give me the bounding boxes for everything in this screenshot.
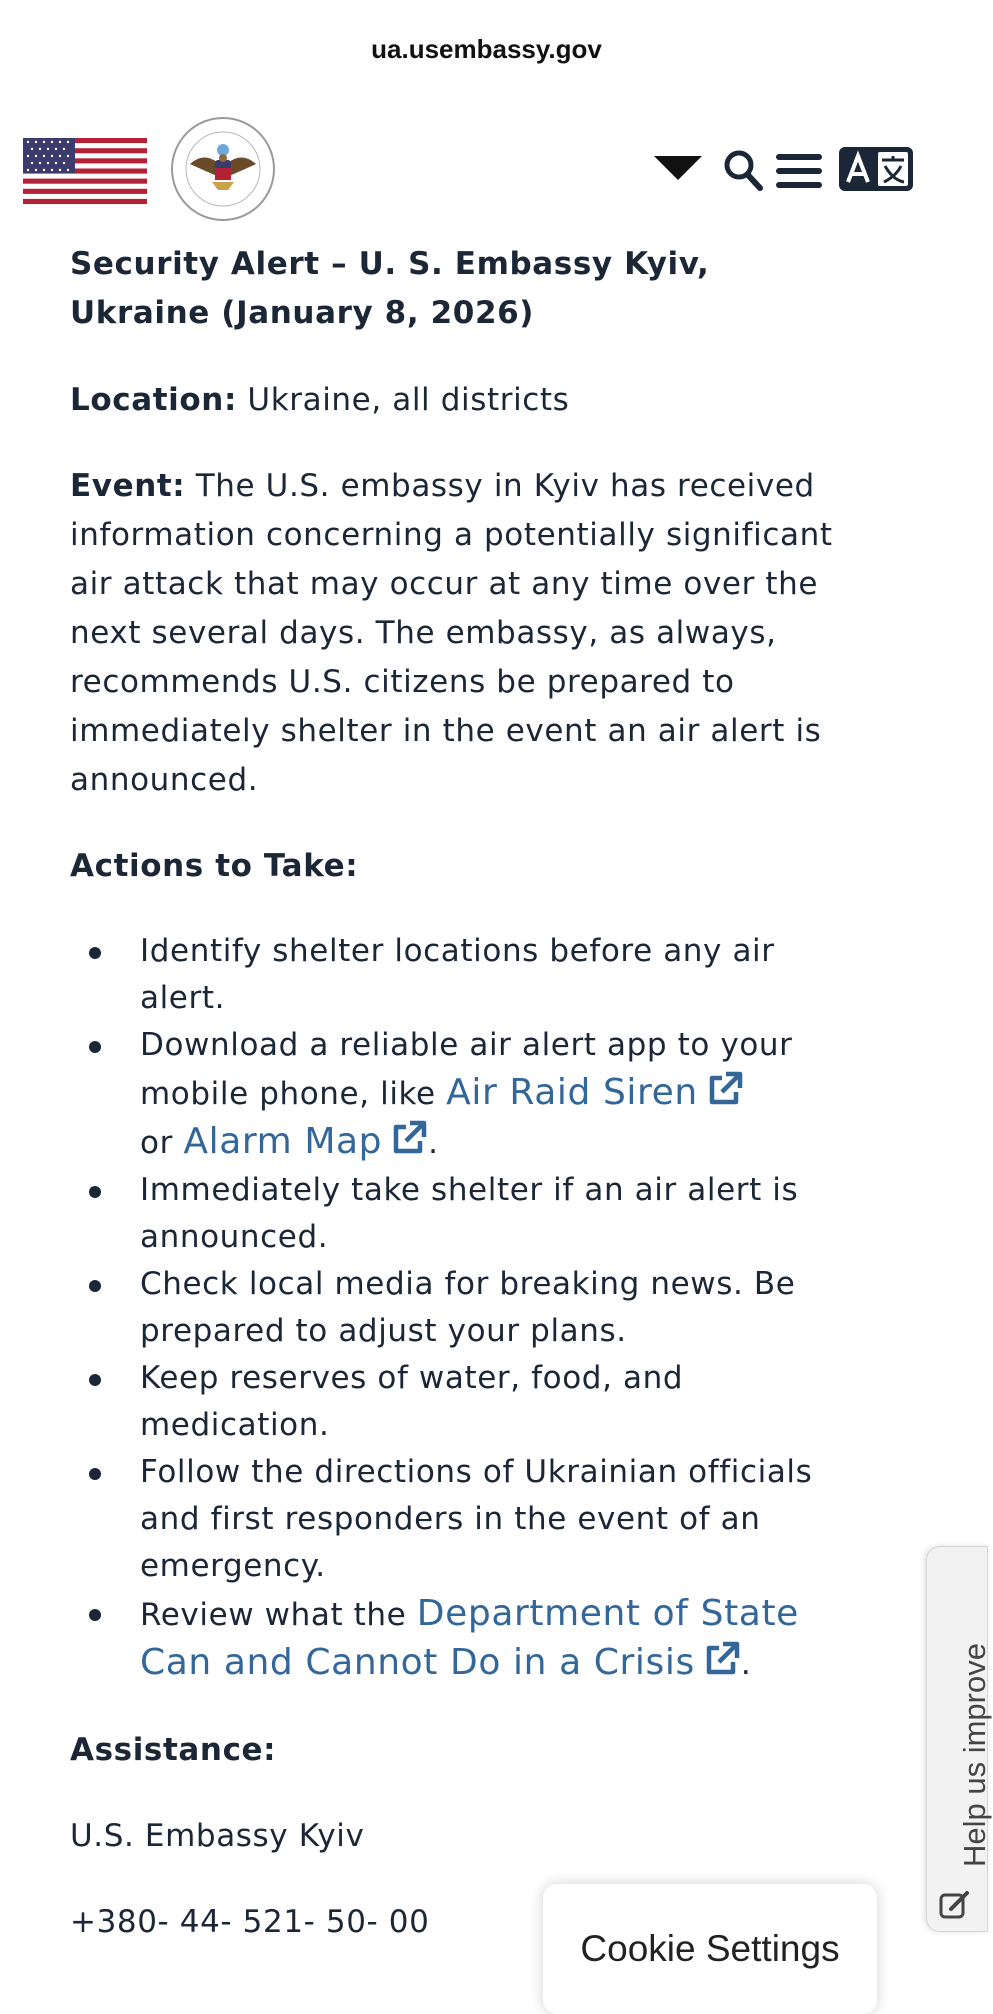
list-item [140, 1022, 860, 1167]
site-header [0, 100, 973, 240]
air-raid-siren-link[interactable] [446, 1072, 744, 1113]
help-us-improve-tab[interactable] [926, 1546, 992, 1932]
external-link-icon[interactable] [390, 1119, 428, 1157]
location-label: Location: [70, 382, 237, 418]
list-item [140, 928, 860, 1022]
action-text: Check local media for breaking news. Be prepared to adjust your plans. [140, 1266, 796, 1349]
action-text: Immediately take shelter if an air alert is announced. [140, 1172, 799, 1255]
language-caret-down-icon[interactable] [652, 152, 704, 182]
alarm-map-link[interactable] [183, 1121, 428, 1162]
search-icon[interactable] [722, 148, 764, 192]
feedback-edit-icon[interactable] [937, 1887, 973, 1923]
external-link-icon[interactable] [706, 1070, 744, 1108]
list-item [140, 1261, 860, 1355]
link-label[interactable]: Department of State Can and Cannot Do in a Crisis [140, 1593, 799, 1683]
list-item [140, 1167, 860, 1261]
assistance-name: U.S. Embassy Kyiv [70, 1818, 365, 1854]
translate-icon[interactable] [838, 146, 914, 192]
page-title: Security Alert – U. S. Embassy Kyiv, Ukraine (January 8, 2026) [70, 246, 710, 331]
external-link-icon[interactable] [703, 1640, 741, 1678]
link-label[interactable]: Air Raid Siren [446, 1072, 698, 1113]
list-item [140, 1355, 860, 1449]
action-text: or [140, 1125, 184, 1161]
event-paragraph [70, 462, 860, 805]
action-text: Review what the [140, 1597, 417, 1633]
action-text: . [428, 1125, 439, 1161]
cookie-settings-label[interactable]: Cookie Settings [580, 1928, 840, 1969]
cookie-settings-button[interactable] [543, 1884, 877, 2014]
menu-icon[interactable] [774, 152, 824, 190]
actions-heading: Actions to Take: [70, 848, 359, 884]
action-text: Keep reserves of water, food, and medication. [140, 1360, 684, 1443]
location-value: Ukraine, all districts [236, 382, 570, 418]
article-content [70, 240, 860, 1984]
embassy-seal-logo[interactable] [170, 116, 276, 222]
browser-address-bar[interactable] [0, 0, 973, 100]
help-tab-label[interactable]: Help us improve [957, 1643, 992, 1867]
action-text: Follow the directions of Ukrainian officials and first responders in the event of an emergency. [140, 1454, 813, 1584]
action-text: Identify shelter locations before any air alert. [140, 933, 775, 1016]
location-paragraph [70, 376, 860, 425]
link-label[interactable]: Alarm Map [183, 1121, 383, 1162]
actions-list [70, 928, 860, 1688]
us-flag-logo[interactable] [23, 138, 147, 204]
assistance-heading: Assistance: [70, 1732, 277, 1768]
url-text[interactable]: ua.usembassy.gov [371, 34, 602, 64]
action-text: Download a reliable air alert app to your mobile phone, like [140, 1027, 793, 1112]
list-item [140, 1449, 860, 1590]
event-text: The U.S. embassy in Kyiv has received information concerning a potentially significant air attack that may occur at any time over the next several days. The embassy, as always, recommends U.S. citizens be prepared to immediately shelter in the event an air alert is announced. [70, 468, 833, 798]
event-label: Event: [70, 468, 186, 504]
list-item [140, 1590, 860, 1688]
action-text: . [740, 1646, 752, 1682]
assistance-phone[interactable]: +380- 44- 521- 50- 00 [70, 1904, 430, 1940]
